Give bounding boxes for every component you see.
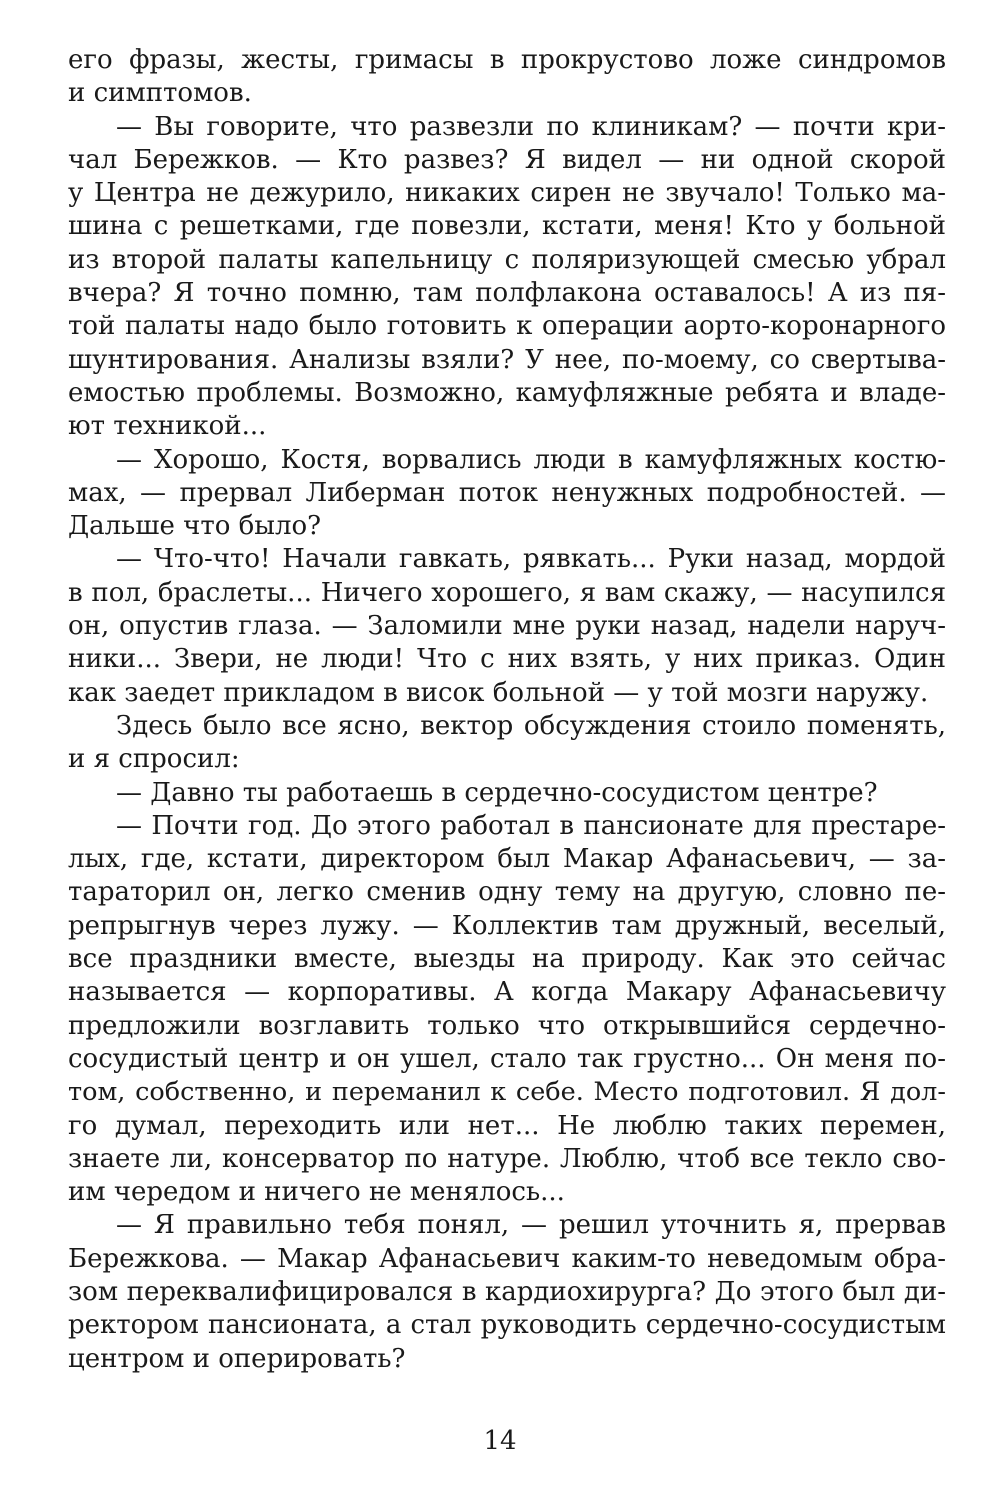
text-line: сосудистый центр и он ушел, стало так грустно... Он меня по- (68, 1043, 946, 1074)
text-line: го думал, переходить или нет... Не люблю таких перемен, (68, 1110, 946, 1141)
text-line: у Центра не дежурило, никаких сирен не звучало! Только ма- (68, 178, 946, 209)
text-line: и симптомов. (68, 78, 252, 109)
text-line: чал Бережков. — Кто развез? Я видел — ни одной скорой (68, 144, 946, 175)
text-line: тараторил он, легко сменив одну тему на другую, словно пе- (68, 877, 946, 908)
text-line: ники... Звери, не люди! Что с них взять, у них приказ. Один (68, 644, 946, 675)
text-line: репрыгнув через лужу. — Коллектив там дружный, веселый, (68, 910, 946, 941)
text-line: шунтирования. Анализы взяли? У нее, по-моему, со свертыва- (68, 344, 946, 375)
text-line: вчера? Я точно помню, там полфлакона оставалось! А из пя- (68, 278, 946, 309)
text-line: — Вы говорите, что развезли по клиникам? — почти кри- (116, 111, 946, 142)
body-text (68, 44, 946, 1376)
text-line: мах, — прервал Либерман поток ненужных подробностей. — (68, 477, 946, 508)
text-line: зом переквалифицировался в кардиохирурга? До этого был ди- (68, 1276, 946, 1307)
text-line: ют техникой... (68, 411, 267, 442)
text-line: Дальше что было? (68, 511, 322, 542)
text-line: из второй палаты капельницу с поляризующей смесью убрал (68, 244, 946, 275)
text-line: им чередом и ничего не менялось... (68, 1177, 565, 1208)
text-line: лых, где, кстати, директором был Макар Афанасьевич, — за- (68, 844, 946, 875)
text-line: — Почти год. До этого работал в пансионате для престаре- (116, 810, 946, 841)
text-line: центром и оперировать? (68, 1343, 406, 1374)
text-line: том, собственно, и переманил к себе. Место подготовил. Я дол- (68, 1077, 946, 1108)
text-line: шина с решетками, где повезли, кстати, меня! Кто у больной (68, 211, 946, 242)
text-line: — Я правильно тебя понял, — решил уточнить я, прервав (116, 1210, 946, 1241)
text-line: емостью проблемы. Возможно, камуфляжные ребята и владе- (68, 377, 946, 408)
text-line: — Давно ты работаешь в сердечно-сосудистом центре? (116, 777, 878, 808)
text-line: называется — корпоративы. А когда Макару Афанасьевичу (68, 977, 946, 1008)
text-line: предложили возглавить только что открывшийся сердечно- (68, 1010, 946, 1041)
text-line: Здесь было все ясно, вектор обсуждения стоило поменять, (116, 710, 946, 741)
text-line: его фразы, жесты, гримасы в прокрустово ложе синдромов (68, 45, 946, 75)
text-line: — Что-что! Начали гавкать, рявкать... Руки назад, мордой (116, 544, 946, 575)
text-line: он, опустив глаза. — Заломили мне руки назад, надели наруч- (68, 611, 946, 642)
text-line: той палаты надо было готовить к операции аорто-коронарного (68, 311, 946, 342)
page-number: 14 (483, 1426, 517, 1456)
text-line: все праздники вместе, выезды на природу. Как это сейчас (68, 944, 946, 975)
text-line: Бережкова. — Макар Афанасьевич каким-то неведомым обра- (68, 1243, 946, 1274)
text-line: знаете ли, консерватор по натуре. Люблю, чтоб все текло сво- (68, 1143, 946, 1174)
text-line: в пол, браслеты... Ничего хорошего, я вам скажу, — насупился (68, 577, 946, 608)
text-line: как заедет прикладом в висок больной — у той мозги наружу. (68, 677, 929, 708)
text-line: ректором пансионата, а стал руководить сердечно-сосудистым (68, 1310, 946, 1341)
text-line: и я спросил: (68, 744, 240, 775)
text-line: — Хорошо, Костя, ворвались люди в камуфляжных костю- (116, 444, 946, 475)
